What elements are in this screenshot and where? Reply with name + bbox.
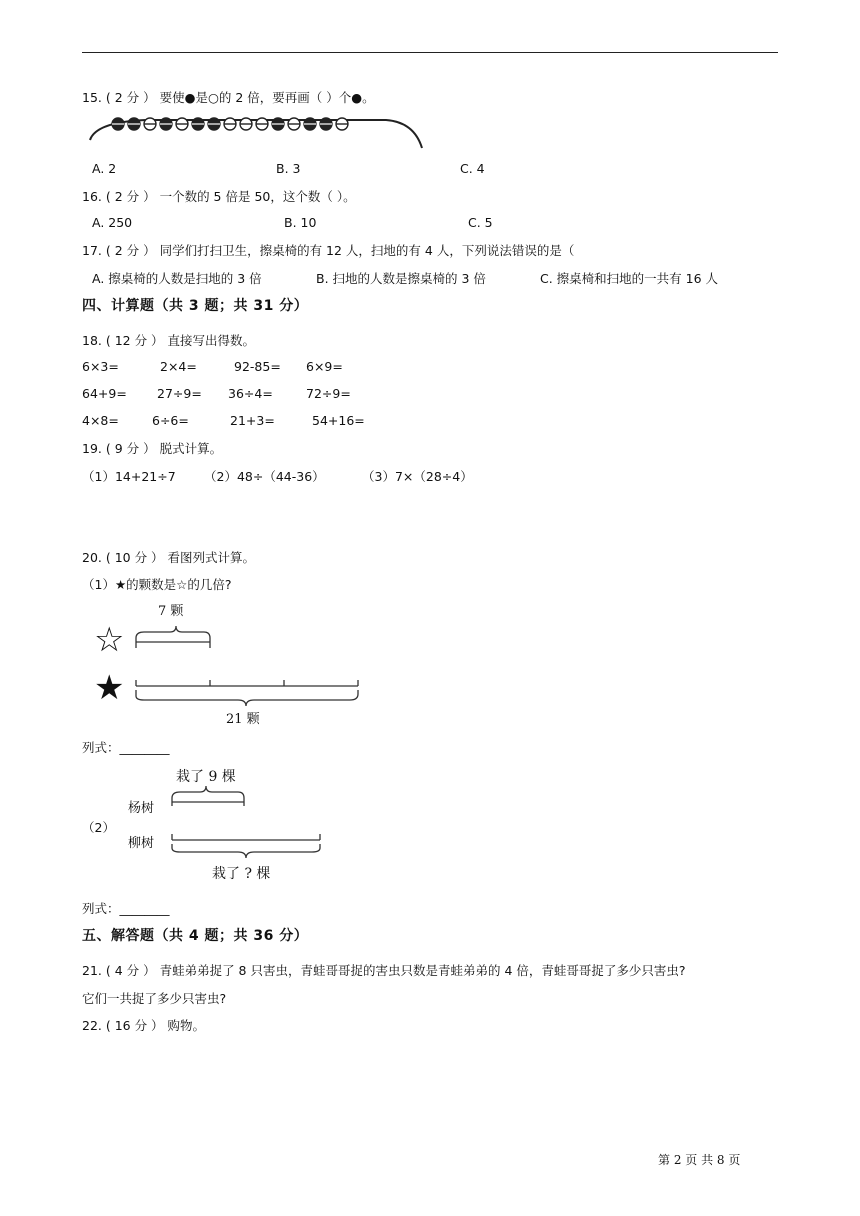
q20-stem: 20. ( 10 分 ） 看图列式计算。: [82, 550, 256, 565]
q18-cell: 72÷9=: [306, 386, 351, 401]
q22-stem: 22. ( 16 分 ） 购物。: [82, 1018, 206, 1033]
q15-option-b: B. 3: [276, 161, 301, 176]
q18-stem: 18. ( 12 分 ） 直接写出得数。: [82, 333, 256, 348]
hollow-star-icon: ☆: [94, 620, 125, 660]
q15-option-a: A. 2: [92, 161, 117, 176]
fig1-top-label: 7 颗: [158, 604, 184, 619]
q16-option-b: B. 10: [284, 215, 317, 230]
q15-bead-figure: [86, 108, 426, 154]
q20-part1: （1）★的颗数是☆的几倍?: [82, 577, 232, 592]
q15-stem: 15. ( 2 分 ） 要使●是○的 2 倍，要再画（ ）个●。: [82, 90, 375, 105]
q17-option-c: C. 擦桌椅和扫地的一共有 16 人: [540, 271, 719, 286]
q16-stem: 16. ( 2 分 ） 一个数的 5 倍是 50，这个数（ ）。: [82, 189, 356, 204]
fig1-bottom-label: 21 颗: [226, 712, 260, 727]
q18-cell: 6×9=: [306, 359, 343, 374]
q18-cell: 6÷6=: [152, 413, 189, 428]
q17-option-a: A. 擦桌椅的人数是扫地的 3 倍: [92, 271, 262, 286]
q18-cell: 54+16=: [312, 413, 365, 428]
q16-option-a: A. 250: [92, 215, 133, 230]
q21-line-2: 它们一共捉了多少只害虫?: [82, 991, 227, 1006]
page-number: 第 2 页 共 8 页: [658, 1153, 741, 1167]
q21-line-1: 21. ( 4 分 ） 青蛙弟弟捉了 8 只害虫，青蛙哥哥捉的害虫只数是青蛙弟弟的 4 倍，青蛙哥哥捉了多少只害虫?: [82, 963, 686, 978]
q20-answer-line-2: 列式：________: [82, 901, 170, 916]
fig2-top-label: 栽了 9 棵: [176, 769, 236, 785]
solid-star-icon: ★: [94, 668, 125, 708]
q16-option-c: C. 5: [468, 215, 493, 230]
fig2-bottom-label: 栽了 ? 棵: [212, 866, 271, 882]
q15-option-c: C. 4: [460, 161, 485, 176]
q18-cell: 21+3=: [230, 413, 275, 428]
q18-cell: 64+9=: [82, 386, 127, 401]
q20-answer-line-1: 列式：________: [82, 740, 170, 755]
q19-item-1: （1）14+21÷7: [82, 469, 176, 484]
fig2-bars: [166, 782, 332, 862]
q18-cell: 27÷9=: [157, 386, 202, 401]
q20-part2-label: （2）: [82, 820, 115, 835]
q19-stem: 19. ( 9 分 ） 脱式计算。: [82, 441, 223, 456]
section4-title: 四、计算题（共 3 题；共 31 分）: [82, 298, 309, 314]
q18-cell: 36÷4=: [228, 386, 273, 401]
q19-item-3: （3）7×（28÷4）: [362, 469, 473, 484]
q17-option-b: B. 扫地的人数是擦桌椅的 3 倍: [316, 271, 486, 286]
q19-item-2: （2）48÷（44-36）: [204, 469, 325, 484]
fig2-row2-label: 柳树: [128, 836, 155, 851]
fig2-row1-label: 杨树: [128, 801, 155, 816]
section5-title: 五、解答题（共 4 题；共 36 分）: [82, 928, 309, 944]
q18-cell: 92-85=: [234, 359, 281, 374]
q18-cell: 4×8=: [82, 413, 119, 428]
q17-stem: 17. ( 2 分 ） 同学们打扫卫生，擦桌椅的有 12 人，扫地的有 4 人，下列说法错误的是（: [82, 243, 575, 258]
header-rule: [82, 52, 778, 53]
fig1-bars: [130, 618, 370, 714]
q18-cell: 2×4=: [160, 359, 197, 374]
q18-cell: 6×3=: [82, 359, 119, 374]
